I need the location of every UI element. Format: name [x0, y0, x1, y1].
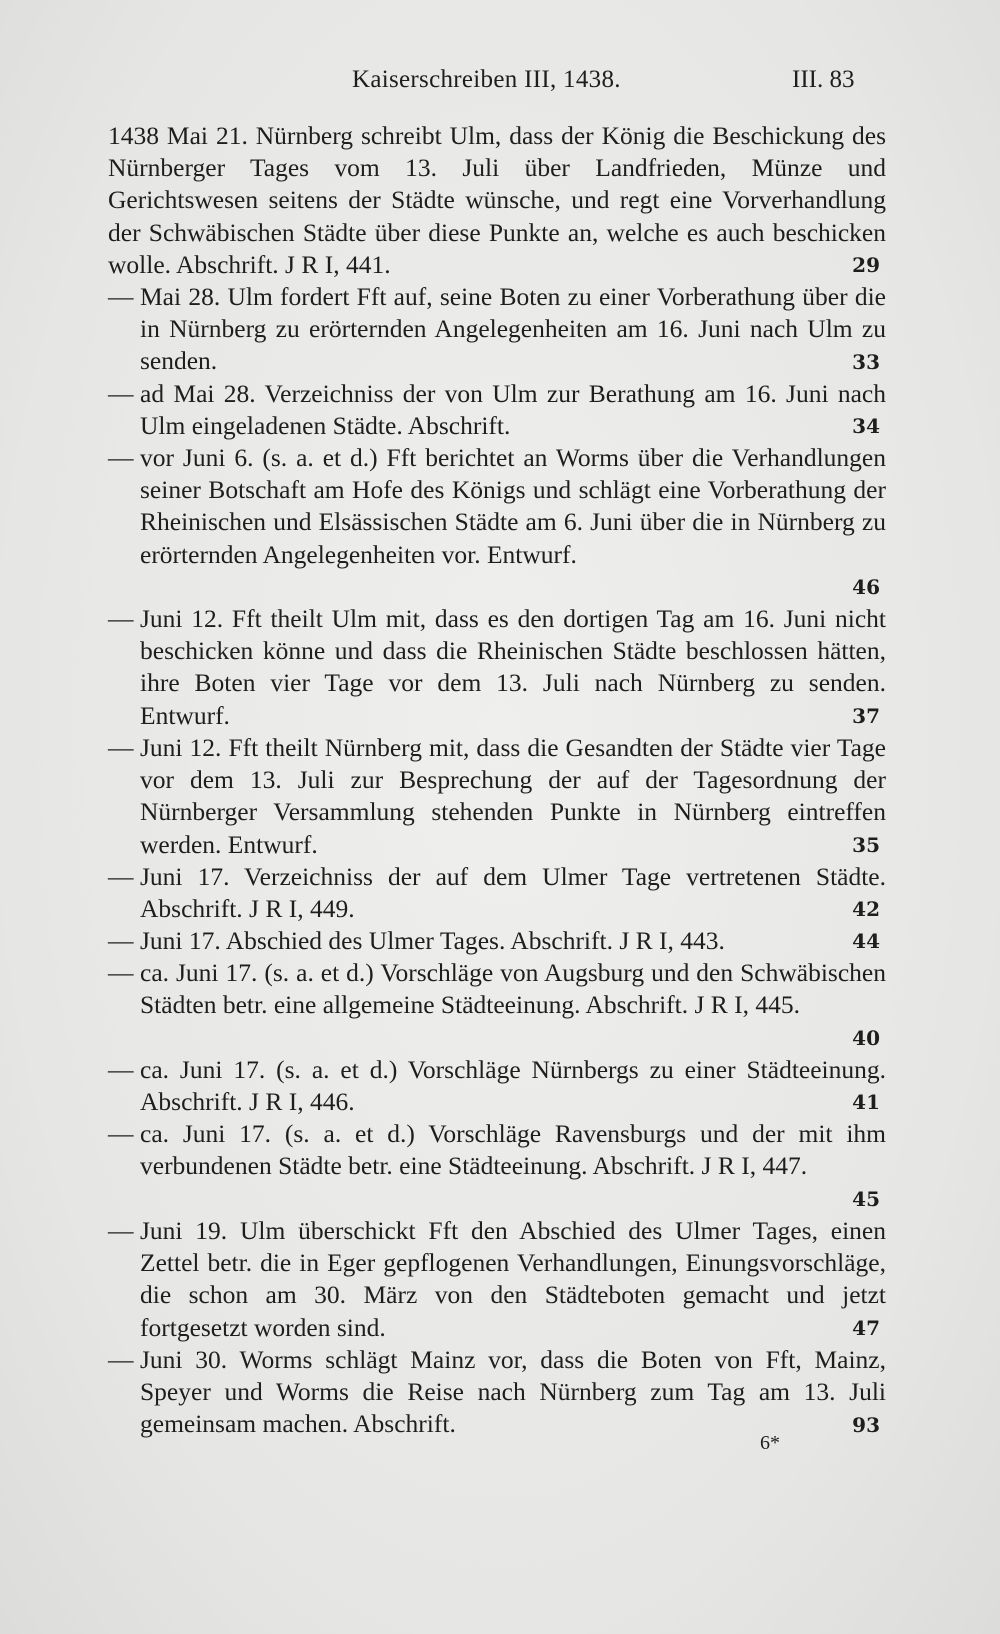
list-item: [108, 603, 886, 732]
dash-marker: —: [108, 1055, 134, 1084]
document-number: 45: [852, 1186, 880, 1211]
document-number: 33: [852, 349, 880, 374]
dash-marker: —: [108, 1119, 134, 1148]
list-item: [108, 1054, 886, 1118]
entry-text: Juni 17. Verzeichniss der auf dem Ulmer Tage vertretenen Städte. Abschrift. J R I, 449.: [140, 862, 886, 924]
entry-list: [108, 120, 886, 1441]
document-number: 41: [852, 1089, 880, 1114]
list-item: [108, 732, 886, 861]
list-item: [108, 925, 886, 957]
entry-text: vor Juni 6. (s. a. et d.) Fft berichtet an Worms über die Verhandlungen seiner Botschaft am Hofe des Königs und schlägt eine Vorberathung der Rheinischen und Elsässischen Städte am 6. Juni über die in Nürnberg zu erörternden Angelegenheiten vor. Entwurf.: [140, 443, 886, 569]
dash-marker: —: [108, 1345, 134, 1374]
document-number: 93: [852, 1412, 880, 1437]
dash-marker: —: [108, 282, 134, 311]
document-number: 42: [852, 896, 880, 921]
list-item: [108, 120, 886, 281]
list-item: [108, 378, 886, 442]
list-item: [108, 1118, 886, 1215]
document-number: 34: [852, 413, 880, 438]
list-item: [108, 957, 886, 1054]
entry-text: ad Mai 28. Verzeichniss der von Ulm zur Berathung am 16. Juni nach Ulm eingeladenen Städte. Abschrift.: [140, 379, 886, 441]
entry-text: ca. Juni 17. (s. a. et d.) Vorschläge Ravensburgs und der mit ihm verbundenen Städte betr. eine Städteeinung. Abschrift. J R I, 447.: [140, 1119, 886, 1181]
dash-marker: —: [108, 1216, 134, 1245]
list-item: [108, 1344, 886, 1441]
document-number: 44: [852, 928, 880, 953]
running-title: Kaiserschreiben III, 1438.: [352, 66, 621, 93]
document-number: 47: [852, 1315, 880, 1340]
dash-marker: —: [108, 733, 134, 762]
dash-marker: —: [108, 604, 134, 633]
document-number: 29: [852, 252, 880, 277]
document-number: 46: [852, 574, 880, 599]
signature-mark: 6*: [760, 1432, 780, 1454]
list-item: [108, 861, 886, 925]
dash-marker: —: [108, 443, 134, 472]
dash-marker: —: [108, 862, 134, 891]
running-header: [0, 66, 1000, 102]
entry-text: 1438 Mai 21. Nürnberg schreibt Ulm, dass der König die Beschickung des Nürnberger Tages vom 13. Juli über Landfrieden, Münze und Gerichtswesen seitens der Städte wünsche, und regt eine Vorverhandlung der Schwäbischen Städte über diese Punkte an, welche es auch beschicken wolle. Abschrift. J R I, 441.: [108, 121, 886, 279]
entry-text: Juni 12. Fft theilt Ulm mit, dass es den dortigen Tag am 16. Juni nicht beschicken könne und dass die Rheinischen Städte beschlossen hätten, ihre Boten vier Tage vor dem 13. Juli nach Nürnberg zu senden. Entwurf.: [140, 604, 886, 730]
entry-text: Juni 12. Fft theilt Nürnberg mit, dass die Gesandten der Städte vier Tage vor dem 13. Juli zur Besprechung der auf der Tagesordnung der Nürnberger Versammlung stehenden Punkte in Nürnberg eintreffen werden. Entwurf.: [140, 733, 886, 859]
dash-marker: —: [108, 379, 134, 408]
document-number: 37: [852, 703, 880, 728]
entry-text: Juni 19. Ulm überschickt Fft den Abschied des Ulmer Tages, einen Zettel betr. die in Eger gepflogenen Verhandlungen, Einungsvorschläge, die schon am 30. März von den Städteboten gemacht und jetzt fortgesetzt worden sind.: [140, 1216, 886, 1342]
dash-marker: —: [108, 926, 134, 955]
entry-text: Mai 28. Ulm fordert Fft auf, seine Boten zu einer Vorberathung über die in Nürnberg zu erörternden Angelegenheiten am 16. Juni nach Ulm zu senden.: [140, 282, 886, 376]
document-number: 35: [852, 832, 880, 857]
entry-text: Juni 17. Abschied des Ulmer Tages. Abschrift. J R I, 443.: [140, 926, 725, 955]
entry-text: ca. Juni 17. (s. a. et d.) Vorschläge Nürnbergs zu einer Städteeinung. Abschrift. J R I, 446.: [140, 1055, 886, 1117]
document-number: 40: [852, 1025, 880, 1050]
entry-text: Juni 30. Worms schlägt Mainz vor, dass die Boten von Fft, Mainz, Speyer und Worms die Reise nach Nürnberg zum Tag am 13. Juli gemeinsam machen. Abschrift.: [140, 1345, 886, 1439]
entry-text: ca. Juni 17. (s. a. et d.) Vorschläge von Augsburg und den Schwäbischen Städten betr. eine allgemeine Städteeinung. Abschrift. J R I, 445.: [140, 958, 886, 1020]
list-item: [108, 442, 886, 603]
list-item: [108, 1215, 886, 1344]
list-item: [108, 281, 886, 378]
page-number: III. 83: [792, 66, 855, 93]
dash-marker: —: [108, 958, 134, 987]
